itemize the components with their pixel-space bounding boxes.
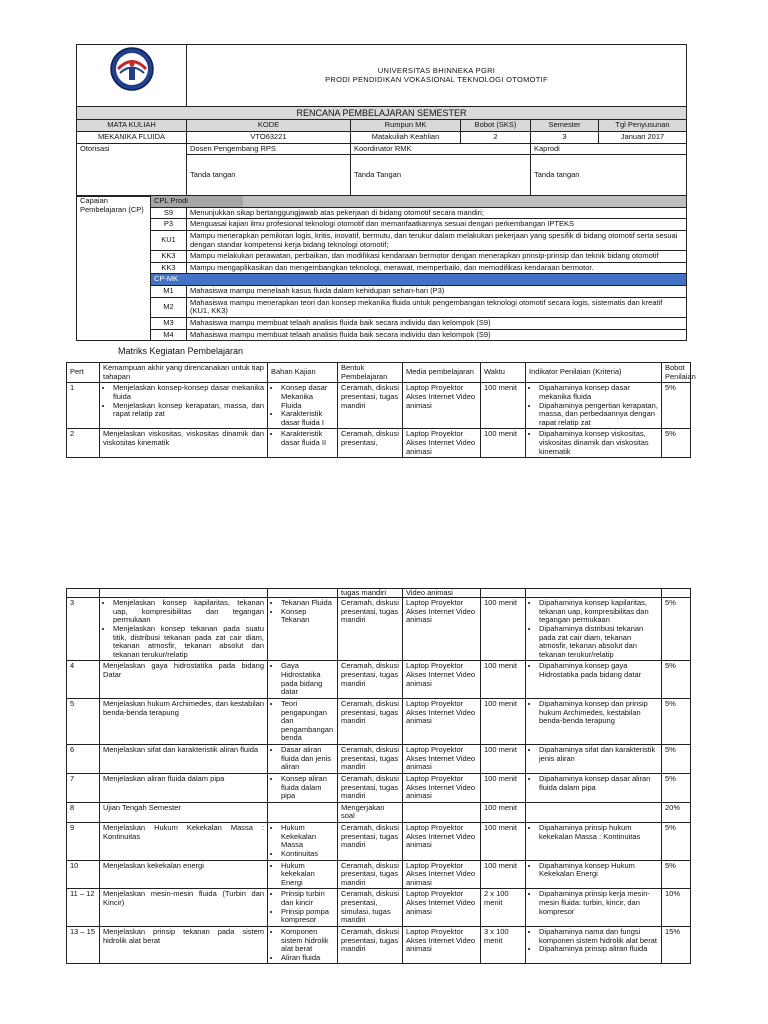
kemampuan-item: • Menjelaskan konsep kerapatan, massa, dan rapat relatip zat — [113, 402, 264, 419]
kemampuan-cell: Menjelaskan gaya hidrostatika pada bidang Datar — [100, 661, 268, 699]
logo-cell — [77, 45, 187, 107]
pert-cell: 7 — [67, 773, 100, 802]
bullet-list — [529, 662, 658, 679]
waktu-cell: 100 menit — [481, 698, 526, 744]
waktu-cell: 100 menit — [481, 598, 526, 661]
otorisasi-label: Otorisasi — [77, 143, 187, 197]
bobot-cell: 20% — [662, 802, 691, 822]
bahan-cell — [268, 745, 338, 774]
cpmk-text: Mahasiswa mampu membuat telaah analisis fluida baik secara individu dan kelompok (S9) — [187, 317, 687, 329]
table-row — [67, 823, 691, 861]
indikator-item: • Dipahaminya konsep viskositas, viskositas dinamik dan viskositas kinematik — [539, 430, 658, 456]
cpl-code: KK3 — [151, 251, 187, 263]
bahan-cell — [268, 926, 338, 964]
bullet-list — [103, 599, 264, 659]
bahan-item: • Kontinuitas — [281, 850, 334, 859]
bentuk-cell: Ceramah, diskusi presentasi, tugas mandiri — [338, 698, 403, 744]
cpmk-code: M1 — [151, 286, 187, 298]
bahan-item: • Hukum kekekalan Energi — [281, 862, 334, 888]
indikator-item: • Dipahaminya nama dan fungsi komponen sistem hidrolik alat berat — [539, 928, 658, 945]
pert-cell: 13 – 15 — [67, 926, 100, 964]
col-waktu: Waktu — [481, 363, 526, 383]
table-row — [67, 802, 691, 822]
cpmk-text: Mahasiswa mampu membuat telaah analisis fluida baik secara individu dan kelompok (S9) — [187, 329, 687, 341]
bullet-list — [529, 775, 658, 792]
carry-media: Video animasi — [403, 589, 481, 598]
table-row — [67, 661, 691, 699]
waktu-cell: 100 menit — [481, 745, 526, 774]
bahan-item: • Dasar aliran fluida dan jenis aliran — [281, 746, 334, 772]
cpl-code: KK3 — [151, 262, 187, 274]
dosen-label: Dosen Pengembang RPS — [187, 143, 351, 155]
val-kode: VTO63221 — [187, 131, 351, 143]
col-bentuk: Bentuk Pembelajaran — [338, 363, 403, 383]
bentuk-cell: Ceramah, diskusi presentasi, tugas mandiri — [338, 661, 403, 699]
pert-cell: 3 — [67, 598, 100, 661]
table-row — [67, 745, 691, 774]
media-cell: Laptop Proyektor Akses Internet Video animasi — [403, 429, 481, 458]
kemampuan-cell: Ujian Tengah Semester — [100, 802, 268, 822]
kemampuan-cell: Menjelaskan kekekalan energi — [100, 860, 268, 889]
bobot-cell: 5% — [662, 429, 691, 458]
bahan-item: • Konsep Tekanan — [281, 608, 334, 625]
cp-table — [76, 195, 687, 341]
bullet-list — [271, 928, 334, 963]
indikator-item: • Dipahaminya konsep dasar mekanika fluida — [539, 384, 658, 401]
bahan-item: • Prinsip turbin dan kincir — [281, 890, 334, 907]
kemampuan-cell — [100, 598, 268, 661]
kemampuan-cell: Menjelaskan viskositas, viskositas dinamik dan viskositas kinematik — [100, 429, 268, 458]
media-cell: Laptop Proyektor Akses Internet Video animasi — [403, 773, 481, 802]
val-tgl: Januari 2017 — [599, 131, 687, 143]
col-bahan: Bahan Kajian — [268, 363, 338, 383]
bullet-list — [271, 775, 334, 801]
bullet-list — [529, 430, 658, 456]
indikator-item: • Dipahaminya prinsip kerja mesin-mesin fluida: turbin, kincir, dan kompresor — [539, 890, 658, 916]
bobot-cell: 5% — [662, 383, 691, 429]
ttd-dosen: Tanda tangan — [187, 155, 351, 197]
bullet-list — [529, 890, 658, 916]
table-row — [67, 860, 691, 889]
bullet-list — [271, 862, 334, 888]
bahan-cell — [268, 383, 338, 429]
cpmk-code: M2 — [151, 297, 187, 317]
waktu-cell: 2 x 100 menit — [481, 889, 526, 927]
ttd-kaprodi: Tanda tangan — [531, 155, 687, 197]
bullet-list — [529, 746, 658, 763]
col-mata-kuliah: MATA KULIAH — [77, 120, 187, 132]
media-cell: Laptop Proyektor Akses Internet Video animasi — [403, 926, 481, 964]
bahan-cell — [268, 823, 338, 861]
bahan-item: • Konsep dasar Mekanika Fluida — [281, 384, 334, 410]
carry-cell — [67, 589, 100, 598]
carry-cell — [662, 589, 691, 598]
indikator-cell — [526, 823, 662, 861]
cpl-text: Mampu menerapkan pemikiran logis, kritis, inovatif, bermutu, dan terukur dalam melakukan pekerjaan yang spesifik di bidang otomotif serta sesuai dengan standar kompetensi kerja bidang teknologi otomotif; — [187, 230, 687, 250]
media-cell: Laptop Proyektor Akses Internet Video animasi — [403, 598, 481, 661]
cpmk-text: Mahasiswa mampu menerapkan teori dan konsep mekanika fluida untuk pengembangan teknologi otomotif secara logis, sistematis dan kreatif (KU1, KK3) — [187, 297, 687, 317]
cpl-prodi-label: CPL Prodi — [151, 196, 243, 207]
bentuk-cell: Ceramah, diskusi presentasi, tugas mandiri — [338, 745, 403, 774]
kemampuan-cell: Menjelaskan prinsip tekanan pada sistem hidrolik alat berat — [100, 926, 268, 964]
table-row — [67, 773, 691, 802]
indikator-cell — [526, 698, 662, 744]
kemampuan-cell: Menjelaskan Hukum Kekekalan Massa : Kontinuitas — [100, 823, 268, 861]
indikator-item: • Dipahaminya konsep Hukum Kekekalan Energi — [539, 862, 658, 879]
bullet-list — [271, 890, 334, 925]
col-kode: KODE — [187, 120, 351, 132]
col-tgl: Tgl Penyusunan — [599, 120, 687, 132]
table-row — [67, 926, 691, 964]
cpmk-code: M4 — [151, 329, 187, 341]
indikator-item: • Dipahaminya konsep gaya Hidrostatika pada bidang datar — [539, 662, 658, 679]
bahan-item: • Prinsip pompa kompresor — [281, 908, 334, 925]
bahan-item: • Gaya Hidrostatika pada bidang datar — [281, 662, 334, 697]
indikator-cell — [526, 802, 662, 822]
bahan-cell — [268, 698, 338, 744]
kemampuan-item: • Menjelaskan konsep kapilaritas, tekanan uap, kompresibilitas dan tegangan permukaan — [113, 599, 264, 625]
bullet-list — [529, 824, 658, 841]
bahan-item: • Komponen sistem hidrolik alat berat — [281, 928, 334, 954]
cpl-text: Menguasai kajian ilmu profesional teknologi otomotif dan memanfaatkannya sesuai dengan perkembangan IPTEKS — [187, 219, 687, 231]
carry-cell — [481, 589, 526, 598]
waktu-cell: 100 menit — [481, 860, 526, 889]
kemampuan-cell: Menjelaskan mesin-mesin fluida (Turbin dan Kincir) — [100, 889, 268, 927]
carry-cell — [100, 589, 268, 598]
bobot-cell: 15% — [662, 926, 691, 964]
bahan-item: • Karakteristik dasar fluida I — [281, 410, 334, 427]
bullet-list — [103, 384, 264, 419]
kemampuan-cell: Menjelaskan sifat dan karakteristik aliran fluida — [100, 745, 268, 774]
indikator-cell — [526, 429, 662, 458]
val-mata-kuliah: MEKANIKA FLUIDA — [77, 131, 187, 143]
bullet-list — [529, 384, 658, 427]
bobot-cell: 5% — [662, 698, 691, 744]
cpmk-code: M3 — [151, 317, 187, 329]
media-cell: Laptop Proyektor Akses Internet Video animasi — [403, 889, 481, 927]
waktu-cell: 100 menit — [481, 802, 526, 822]
bahan-item: • Tekanan Fluida — [281, 599, 334, 608]
col-rumpun: Rumpun MK — [351, 120, 461, 132]
indikator-item: • Dipahaminya prinsip aliran fluida — [539, 945, 658, 954]
pert-cell: 9 — [67, 823, 100, 861]
cpmk-text: Mahasiswa mampu menelaah kasus fluida dalam kehidupan sehari-hari (P3) — [187, 286, 687, 298]
bobot-cell: 5% — [662, 598, 691, 661]
cpl-text: Menunjukkan sikap bertanggungjawab atas pekerjaan di bidang otomotif secara mandiri; — [187, 207, 687, 219]
indikator-item: • Dipahaminya distribusi tekanan pada zat cair diam, tekanan atmosfir, tekanan absolut dan tekanan terukur/relatip — [539, 625, 658, 660]
bahan-item: • Teori pengapungan dan pengambangan benda — [281, 700, 334, 743]
waktu-cell: 100 menit — [481, 661, 526, 699]
indikator-cell — [526, 661, 662, 699]
bahan-cell — [268, 598, 338, 661]
bullet-list — [529, 928, 658, 954]
cpl-code: KU1 — [151, 230, 187, 250]
indikator-item: • Dipahaminya pengertian kerapatan, massa, dan perbedaannya dengan rapat relatip zat — [539, 402, 658, 428]
bahan-item: • Karakteristik dasar fluida II — [281, 430, 334, 447]
bullet-list — [529, 700, 658, 726]
waktu-cell: 100 menit — [481, 773, 526, 802]
cpmk-label: CP-MK — [151, 274, 687, 286]
matriks-title: Matriks Kegiatan Pembelajaran — [118, 346, 244, 356]
pert-cell: 8 — [67, 802, 100, 822]
rps-title: RENCANA PEMBELAJARAN SEMESTER — [77, 107, 687, 120]
media-cell: Laptop Proyektor Akses Internet Video animasi — [403, 661, 481, 699]
indikator-item: • Dipahaminya konsep kapilaritas, tekanan uap, kompresibilitas dan tegangan permukaan — [539, 599, 658, 625]
bahan-cell — [268, 860, 338, 889]
pert-cell: 10 — [67, 860, 100, 889]
matriks-table-page2 — [66, 588, 691, 964]
indikator-cell — [526, 745, 662, 774]
indikator-cell — [526, 598, 662, 661]
university-seal-icon — [109, 46, 155, 92]
bahan-item: • Hukum Kekekalan Massa — [281, 824, 334, 850]
pert-cell: 2 — [67, 429, 100, 458]
pert-cell: 5 — [67, 698, 100, 744]
table-row — [67, 429, 691, 458]
waktu-cell: 100 menit — [481, 383, 526, 429]
col-pert: Pert — [67, 363, 100, 383]
indikator-cell — [526, 773, 662, 802]
indikator-item: • Dipahaminya konsep dan prinsip hukum Archimedes, kestabilan benda-benda terapung — [539, 700, 658, 726]
bentuk-cell: Ceramah, diskusi presentasi, tugas mandiri — [338, 823, 403, 861]
bullet-list — [271, 384, 334, 427]
kemampuan-cell: Menjelaskan aliran fluida dalam pipa — [100, 773, 268, 802]
bentuk-cell: Ceramah, diskusi presentasi, — [338, 429, 403, 458]
val-semester: 3 — [531, 131, 599, 143]
bullet-list — [271, 662, 334, 697]
table-row — [67, 598, 691, 661]
prodi-name: PRODI PENDIDIKAN VOKASIONAL TEKNOLOGI OTOMOTIF — [325, 74, 548, 84]
pert-cell: 11 – 12 — [67, 889, 100, 927]
table-row — [67, 383, 691, 429]
col-media: Media pembelajaran — [403, 363, 481, 383]
col-kemampuan: Kemampuan akhir yang direncanakan untuk tiap tahapan — [100, 363, 268, 383]
bullet-list — [271, 599, 334, 625]
cp-label: Capaian Pembelajaran (CP) — [77, 196, 151, 341]
bullet-list — [271, 824, 334, 859]
bahan-item: • Konsep aliran fluida dalam pipa — [281, 775, 334, 801]
matriks-table-page1 — [66, 362, 696, 458]
col-bobot: Bobot (SKS) — [461, 120, 531, 132]
waktu-cell: 100 menit — [481, 823, 526, 861]
bentuk-cell: Mengerjakan soal — [338, 802, 403, 822]
indikator-item: • Dipahaminya prinsip hukum kekekalan Massa : Kontinuitas — [539, 824, 658, 841]
col-semester: Semester — [531, 120, 599, 132]
cpl-code: P3 — [151, 219, 187, 231]
indikator-cell — [526, 926, 662, 964]
bobot-cell: 10% — [662, 889, 691, 927]
indikator-cell — [526, 889, 662, 927]
carry-cell — [268, 589, 338, 598]
media-cell: Laptop Proyektor Akses Internet Video animasi — [403, 745, 481, 774]
table-row — [67, 889, 691, 927]
bobot-cell: 5% — [662, 773, 691, 802]
bahan-cell — [268, 661, 338, 699]
carry-bentuk: tugas mandiri — [338, 589, 403, 598]
cpl-text: Mampu melakukan perawatan, perbaikan, dan modifikasi kendaraan bermotor dengan menerapkan prinsip-prinsip dan teknik bidang otomotif — [187, 251, 687, 263]
bentuk-cell: Ceramah, diskusi presentasi, tugas mandiri — [338, 926, 403, 964]
bullet-list — [271, 700, 334, 743]
carry-cell — [526, 589, 662, 598]
val-rumpun: Matakuliah Keahlian — [351, 131, 461, 143]
bullet-list — [529, 599, 658, 659]
bobot-cell: 5% — [662, 661, 691, 699]
bullet-list — [271, 430, 334, 447]
pert-cell: 6 — [67, 745, 100, 774]
bahan-cell — [268, 889, 338, 927]
rps-header-table — [76, 44, 687, 197]
media-cell: Laptop Proyektor Akses Internet Video animasi — [403, 383, 481, 429]
bahan-cell — [268, 429, 338, 458]
bentuk-cell: Ceramah, diskusi presentasi, tugas mandiri — [338, 773, 403, 802]
media-cell: Laptop Proyektor Akses Internet Video animasi — [403, 698, 481, 744]
kemampuan-cell — [100, 383, 268, 429]
waktu-cell: 3 x 100 menit — [481, 926, 526, 964]
pert-cell: 4 — [67, 661, 100, 699]
university-name: UNIVERSITAS BHINNEKA PGRI — [377, 65, 496, 75]
indikator-item: • Dipahaminya konsep dasar aliran fluida dalam pipa — [539, 775, 658, 792]
media-cell: Laptop Proyektor Akses Internet Video animasi — [403, 823, 481, 861]
kemampuan-item: • Menjelaskan konsep tekanan pada suatu titik, distribusi tekanan pada zat cair diam, tekanan atmosfir, tekanan absolut dan tekanan terukur/relatip — [113, 625, 264, 660]
bobot-cell: 5% — [662, 823, 691, 861]
indikator-item: • Dipahaminya sifat dan karakteristik jenis aliran — [539, 746, 658, 763]
bentuk-cell: Ceramah, diskusi presentasi, tugas mandiri — [338, 860, 403, 889]
val-bobot: 2 — [461, 131, 531, 143]
col-bobot: Bobot Penilaian — [662, 363, 691, 383]
table-row — [67, 698, 691, 744]
col-indikator: Indikator Penilaian (Kriteria) — [526, 363, 662, 383]
bahan-cell — [268, 773, 338, 802]
bentuk-cell: Ceramah, diskusi presentasi, simulasi, tugas mandiri — [338, 889, 403, 927]
media-cell: Laptop Proyektor Akses Internet Video animasi — [403, 860, 481, 889]
bobot-cell: 5% — [662, 745, 691, 774]
university-logo — [80, 46, 183, 92]
waktu-cell: 100 menit — [481, 429, 526, 458]
ttd-koordinator: Tanda Tangan — [351, 155, 531, 197]
pert-cell: 1 — [67, 383, 100, 429]
koordinator-label: Koordinator RMK — [351, 143, 531, 155]
bentuk-cell: Ceramah, diskusi presentasi, tugas mandiri — [338, 383, 403, 429]
indikator-cell — [526, 383, 662, 429]
media-cell — [403, 802, 481, 822]
kemampuan-cell: Menjelaskan hukum Archimedes, dan kestabilan benda-benda terapung — [100, 698, 268, 744]
indikator-cell — [526, 860, 662, 889]
bentuk-cell: Ceramah, diskusi presentasi, tugas mandiri — [338, 598, 403, 661]
kemampuan-item: • Menjelaskan konsep-konsep dasar mekanika fluida — [113, 384, 264, 401]
bahan-cell — [268, 802, 338, 822]
bahan-item: • Aliran fluida — [281, 954, 334, 963]
bobot-cell: 5% — [662, 860, 691, 889]
bullet-list — [529, 862, 658, 879]
bullet-list — [271, 746, 334, 772]
cpl-text: Mampu mengaplikasikan dan mengembangkan teknologi, merawat, memperbaiki, dan memodifikasi kendaraan bermotor. — [187, 262, 687, 274]
kaprodi-label: Kaprodi — [531, 143, 687, 155]
cpl-code: S9 — [151, 207, 187, 219]
